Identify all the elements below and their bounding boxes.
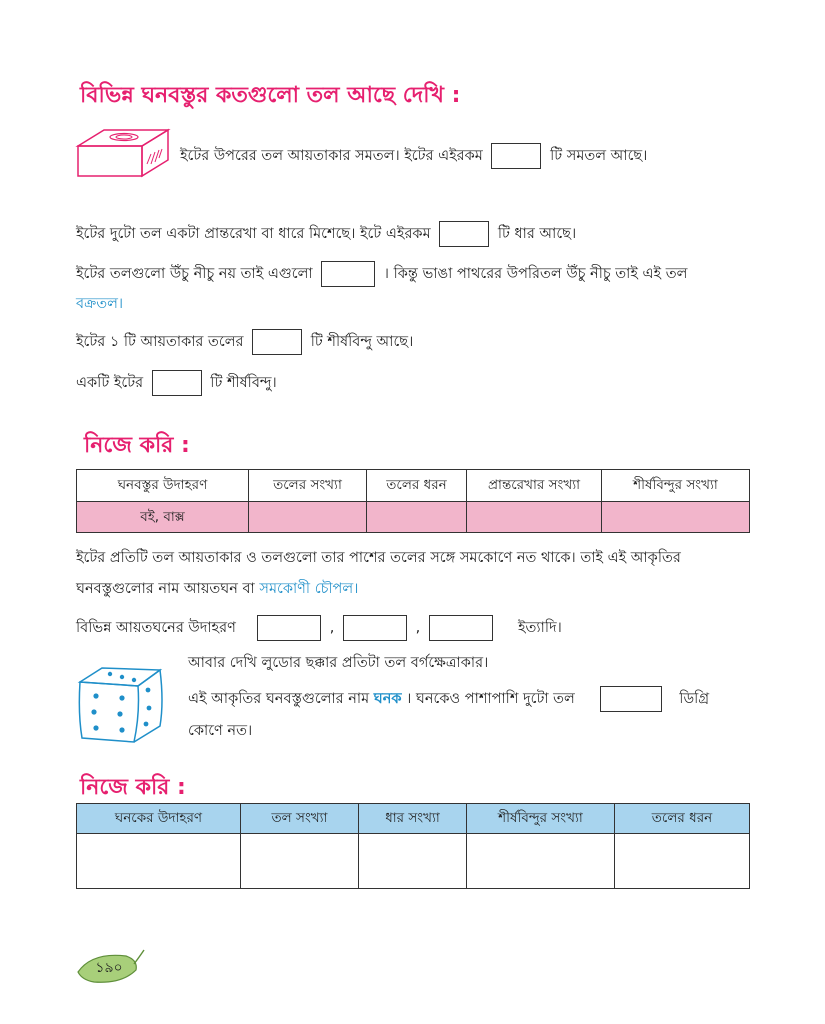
- face-vertices-line: [76, 329, 413, 355]
- text: ইটের তলগুলো উঁচু নীচু নয় তাই এগুলো: [76, 266, 313, 282]
- comma: ,: [329, 620, 335, 636]
- table-header-cell: প্রান্তরেখার সংখ্যা: [467, 470, 602, 502]
- text: বিভিন্ন আয়তঘনের উদাহরণ: [76, 620, 236, 636]
- text: ইটের উপরের তল আয়তাকার সমতল। ইটের এইরকম: [180, 148, 483, 164]
- dice-icon: [74, 664, 166, 746]
- answer-box-flat-faces[interactable]: [491, 143, 541, 169]
- table-cell-input[interactable]: [249, 502, 367, 533]
- table-header-cell: তলের ধরন: [367, 470, 467, 502]
- cuboid-term: সমকোণী চৌপল।: [259, 581, 359, 597]
- heading-surfaces: বিভিন্ন ঘনবস্তুর কতগুলো তল আছে দেখি :: [80, 83, 461, 108]
- text: । ঘনকেও পাশাপাশি দুটো তল: [406, 691, 575, 707]
- table-cell-input[interactable]: [77, 834, 241, 889]
- cuboid-paragraph-line1: ইটের প্রতিটি তল আয়তাকার ও তলগুলো তার পাশের তলের সঙ্গে সমকোণে নত থাকে। তাই এই আকৃতির: [76, 550, 681, 566]
- table-cell-input[interactable]: [367, 502, 467, 533]
- cube-examples-table: [76, 803, 750, 889]
- text: টি ধার আছে।: [497, 226, 577, 242]
- table-header-cell: তলের সংখ্যা: [249, 470, 367, 502]
- answer-box-face-vertices[interactable]: [252, 329, 302, 355]
- text: । কিন্তু ভাঙা পাথরের উপরিতল উঁচু নীচু তাই এই তল: [383, 266, 688, 282]
- text: টি শীর্ষবিন্দু।: [210, 375, 277, 391]
- heading-do-yourself-2: নিজে করি :: [80, 775, 186, 800]
- table-header-row: [77, 804, 750, 834]
- table-cell-input[interactable]: [467, 834, 615, 889]
- answer-box-degree[interactable]: [600, 686, 662, 712]
- table-header-row: [77, 470, 750, 502]
- table-header-cell: তল সংখ্যা: [241, 804, 359, 834]
- text: ইটের দুটো তল একটা প্রান্তরেখা বা ধারে মিশেছে। ইটে এইরকম: [76, 226, 431, 242]
- text: ঘনবস্তুগুলোর নাম আয়তঘন বা: [76, 581, 255, 597]
- comma: ,: [415, 620, 421, 636]
- text: টি শীর্ষবিন্দু আছে।: [310, 334, 414, 350]
- curved-surface-term: বক্রতল।: [76, 296, 124, 312]
- text: ডিগ্রি: [679, 691, 710, 707]
- cube-name-line: [188, 686, 709, 712]
- table-cell-input[interactable]: [467, 502, 602, 533]
- table-row: [77, 502, 750, 533]
- table-row: [77, 834, 750, 889]
- table-cell-input[interactable]: [615, 834, 750, 889]
- page-number: ১৯০: [95, 960, 123, 976]
- dice-square-faces-line: আবার দেখি লুডোর ছক্কার প্রতিটা তল বর্গক্ষেত্রাকার।: [188, 655, 489, 671]
- text: এই আকৃতির ঘনবস্তুগুলোর নাম: [188, 691, 370, 707]
- cube-term: ঘনক: [373, 691, 402, 707]
- example-box-1[interactable]: [257, 615, 321, 641]
- answer-box-edges[interactable]: [439, 221, 489, 247]
- text: টি সমতল আছে।: [550, 148, 648, 164]
- table-header-cell: ঘনবস্তুর উদাহরণ: [77, 470, 249, 502]
- table-cell: বই, বাক্স: [77, 502, 249, 533]
- cuboid-paragraph-line2: [76, 578, 358, 602]
- text: একটি ইটের: [76, 375, 144, 391]
- example-box-3[interactable]: [429, 615, 493, 641]
- text: ইত্যাদি।: [518, 620, 562, 636]
- table-header-cell: তলের ধরন: [615, 804, 750, 834]
- brick-icon: [72, 122, 172, 182]
- brick-surface-type-line: [76, 261, 687, 287]
- brick-flat-faces-line: [180, 143, 647, 169]
- text: ইটের ১ টি আয়তাকার তলের: [76, 334, 244, 350]
- table-header-cell: শীর্ষবিন্দুর সংখ্যা: [602, 470, 750, 502]
- brick-vertices-line: [76, 370, 277, 396]
- solid-examples-table: [76, 469, 750, 533]
- cube-angle-line: কোণে নত।: [188, 723, 253, 739]
- table-cell-input[interactable]: [241, 834, 359, 889]
- cuboid-examples-line: [76, 615, 562, 641]
- example-box-2[interactable]: [343, 615, 407, 641]
- table-cell-input[interactable]: [359, 834, 467, 889]
- table-header-cell: ধার সংখ্যা: [359, 804, 467, 834]
- answer-box-brick-vertices[interactable]: [152, 370, 202, 396]
- table-cell-input[interactable]: [602, 502, 750, 533]
- table-header-cell: ঘনকের উদাহরণ: [77, 804, 241, 834]
- table-header-cell: শীর্ষবিন্দুর সংখ্যা: [467, 804, 615, 834]
- brick-edges-line: [76, 221, 576, 247]
- heading-do-yourself-1: নিজে করি :: [84, 433, 190, 458]
- answer-box-surface-type[interactable]: [321, 261, 375, 287]
